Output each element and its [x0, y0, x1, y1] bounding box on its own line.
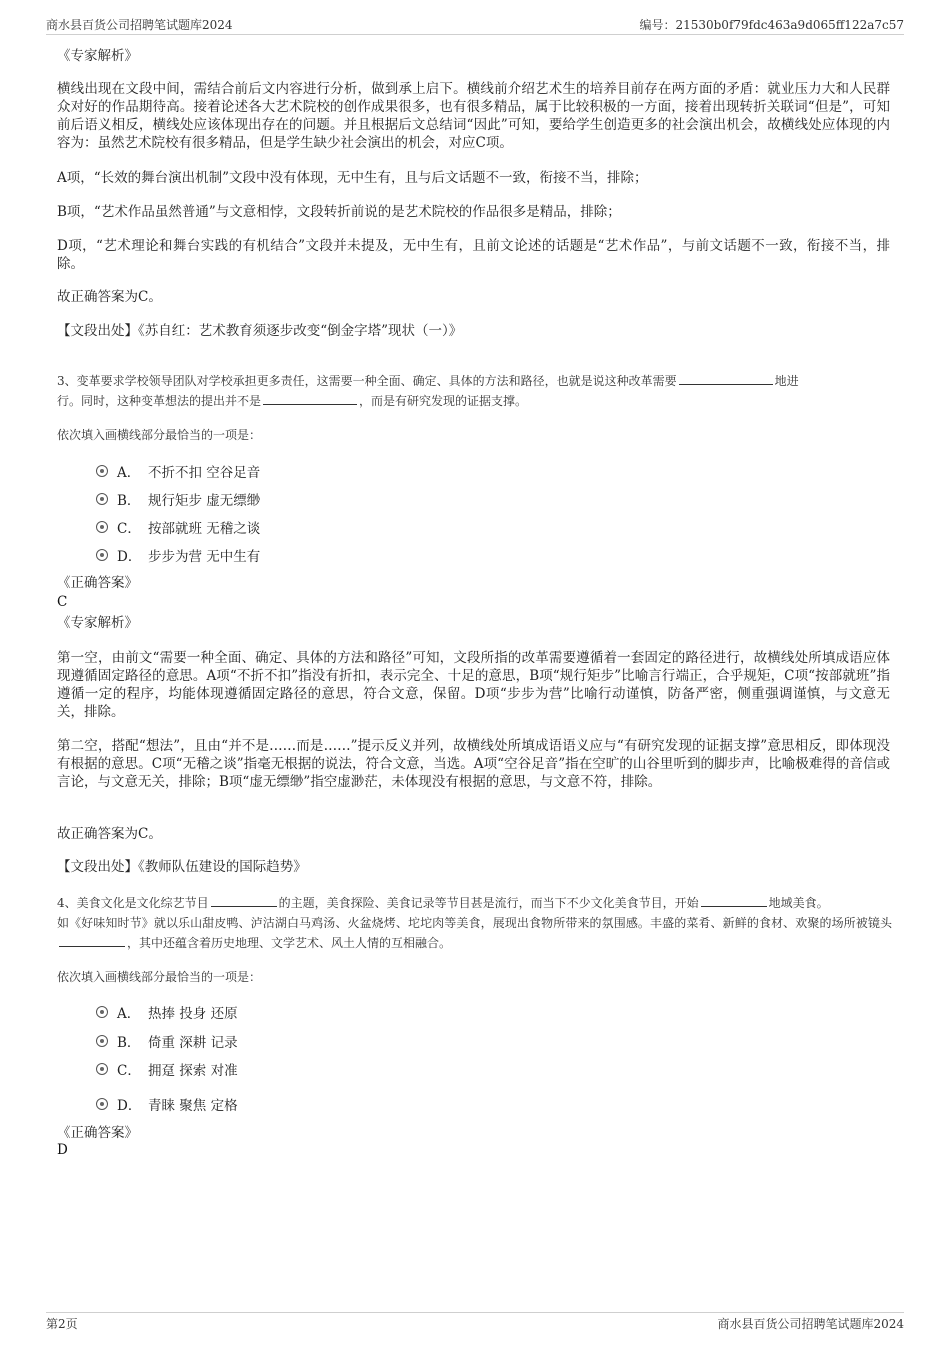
analysis-paragraph: D项，“艺术理论和舞台实践的有机结合”文段并未提及，无中生有，且前文论述的话题是“艺术作品”，与前文话题不一致，衔接不当，排除。 [57, 238, 890, 272]
expert-analysis-label: 《专家解析》 [57, 48, 138, 64]
header-title: 商水县百货公司招聘笔试题库2024 [46, 18, 233, 32]
correct-answer: C [57, 594, 68, 610]
answer-blank [59, 934, 125, 947]
analysis-paragraph: B项，“艺术作品虽然普通”与文意相悖，文段转折前说的是艺术院校的作品很多是精品，排除； [57, 204, 621, 220]
correct-answer-label: 《正确答案》 [57, 575, 138, 591]
answer-blank [211, 894, 277, 907]
radio-button[interactable] [96, 521, 108, 533]
document-id: 编号：21530b0f79fdc463a9d065ff122a7c57 [639, 18, 904, 32]
document-page: 商水县百货公司招聘笔试题库2024 编号：21530b0f79fdc463a9d065ff122a7c57 《专家解析》 横线出现在文段中间，需结合前后文内容进行分析，做到承上启下。横线前介绍艺术生的培养目前存在两方面的矛盾：就业压力大和人民群众对好的作品期待高。接着论述各大艺术院校的创作成果很多，也有很多精品，属于比较积极的一方面，接着出现转折关联词“但是”，可知前后语义相反，横线处应该体现出存在的问题。并且根据后文总结词“因此”可知，要给学生创造更多的社会演出机会，故横线处应体现的内容为：虽然艺术院校有很多精品，但是学生缺少社会演出的机会，对应C项。 A项，“长效的舞台演出机制”文段中没有体现，无中生有，且与后文话题不一致，衔接不当，排除； B项，“艺术作品虽然普通”与文意相悖，文段转折前说的是艺术院校的作品很多是精品，排除； D项，“艺术理论和舞台实践的有机结合”文段并未提及，无中生有，且前文论述的话题是“艺术作品”，与前文话题不一致，衔接不当，排除。 故正确答案为C。 【文段出处】《苏自红：艺术教育须逐步改变“倒金字塔”现状（一）》 3、变革要求学校领导团队对学校承担更多责任，这需要一种全面、确定、具体的方法和路径，也就是说这种改革需要 地进 行。同时，这种变革想法的提出并不是 ，而是有研究发现的证据支撑。 依次填入画横线部分最恰当的一项是： A． 不折不扣 空谷足音 B． 规行矩步 虚无缥缈 C． 按部就班 无稽之谈 D． 步步为营 无中生有 《正确答案》 C 《专家解析》 第一空，由前文“需要一种全面、确定、具体的方法和路径”可知，文段所指的改革需要遵循着一套固定的路径进行，故横线处所填成语应体现遵循固定路径的意思。A项“不折不扣”指没有折扣，表示完全、十足的意思，B项“规行矩步”比喻言行端正，合乎规矩，C项“按部就班”指遵循一定的程序，均能体现遵循固定路径的意思，符合文意，保留。D项“步步为营”比喻行动谨慎，防备严密，侧重强调谨慎，与文意无关，排除。 第二空，搭配“想法”，且由“并不是……而是……”提示反义并列，故横线处所填成语语义应与“有研究发现的证据支撑”意思相反，即体现没有根据的意思。C项“无稽之谈”指毫无根据的说法，符合文意，当选。A项“空谷足音”指在空旷的山谷里听到的脚步声，比喻极难得的音信或言论，与文意无关，排除；B项“虚无缥缈”指空虚渺茫，未体现没有根据的意思，与文意不符，排除。 故正确答案为C。 【文段出处】《教师队伍建设的国际趋势》 4、美食文化是文化综艺节目 的主题，美食探险、美食记录等节目甚是流行，而当下不少文化美食节目，开始 地域美食。 如《好味知时节》就以乐山甜皮鸭、泸沽湖白马鸡汤、火盆烧烤、坨坨肉等美食，展现出食物所带来的氛围感。丰盛的菜肴、新鲜的食材、欢聚的场所被镜头，其中还蕴含着历史地理、文学艺术、风土人情的互相融合。 依次填入画横线部分最恰当的一项是： A． 热捧 投身 还原 B． 倚重 深耕 记录 C． 拥趸 探索 对准 D． 青睐 聚焦 定格 《正确答案》 D 第2页 商水县百货公司招聘笔试题库2024 [0, 0, 950, 1345]
conclusion-text: 故正确答案为C。 [57, 826, 162, 842]
analysis-paragraph: 横线出现在文段中间，需结合前后文内容进行分析，做到承上启下。横线前介绍艺术生的培养目前存在两方面的矛盾：就业压力大和人民群众对好的作品期待高。接着论述各大艺术院校的创作成果很多，也有很多精品，属于比较积极的一方面，接着出现转折关联词“但是”，可知前后语义相反，横线处应该体现出存在的问题。并且根据后文总结词“因此”可知，要给学生创造更多的社会演出机会，故横线处应体现的内容为：虽然艺术院校有很多精品，但是学生缺少社会演出的机会，对应C项。 [57, 81, 890, 151]
source-citation: 【文段出处】《教师队伍建设的国际趋势》 [57, 859, 307, 875]
analysis-paragraph: A项，“长效的舞台演出机制”文段中没有体现，无中生有，且与后文话题不一致，衔接不当，排除； [57, 170, 648, 186]
page-number: 第2页 [46, 1317, 78, 1331]
radio-button[interactable] [96, 1098, 108, 1110]
answer-blank [263, 392, 357, 405]
question-4-text: 4、美食文化是文化综艺节目 的主题，美食探险、美食记录等节目甚是流行，而当下不少文化美食节目，开始 地域美食。 如《好味知时节》就以乐山甜皮鸭、泸沽湖白马鸡汤、火盆烧烤、坨坨肉等美食，展现出食物所带来的氛围感。丰盛的菜肴、新鲜的食材、欢聚的场所被镜头，其中还蕴含着历史地理、文学艺术、风土人情的互相融合。 [57, 896, 892, 950]
expert-analysis-label: 《专家解析》 [57, 615, 138, 631]
page-header [46, 14, 904, 35]
conclusion-text: 故正确答案为C。 [57, 289, 162, 305]
radio-button[interactable] [96, 1063, 108, 1075]
question-instruction: 依次填入画横线部分最恰当的一项是： [57, 428, 262, 442]
question-instruction: 依次填入画横线部分最恰当的一项是： [57, 970, 262, 984]
radio-button[interactable] [96, 549, 108, 561]
radio-button[interactable] [96, 1006, 108, 1018]
radio-button[interactable] [96, 465, 108, 477]
correct-answer-label: 《正确答案》 [57, 1125, 138, 1141]
analysis-paragraph: 第一空，由前文“需要一种全面、确定、具体的方法和路径”可知，文段所指的改革需要遵循着一套固定的路径进行，故横线处所填成语应体现遵循固定路径的意思。A项“不折不扣”指没有折扣，表示完全、十足的意思，B项“规行矩步”比喻言行端正，合乎规矩，C项“按部就班”指遵循一定的程序，均能体现遵循固定路径的意思，符合文意，保留。D项“步步为营”比喻行动谨慎，防备严密，侧重强调谨慎，与文意无关，排除。 [57, 650, 890, 720]
analysis-paragraph: 第二空，搭配“想法”，且由“并不是……而是……”提示反义并列，故横线处所填成语语义应与“有研究发现的证据支撑”意思相反，即体现没有根据的意思。C项“无稽之谈”指毫无根据的说法，符合文意，当选。A项“空谷足音”指在空旷的山谷里听到的脚步声，比喻极难得的音信或言论，与文意无关，排除；B项“虚无缥缈”指空虚渺茫，未体现没有根据的意思，与文意不符，排除。 [57, 738, 890, 790]
radio-button[interactable] [96, 1035, 108, 1047]
footer-title: 商水县百货公司招聘笔试题库2024 [717, 1317, 904, 1331]
page-footer [46, 1312, 904, 1333]
correct-answer: D [57, 1142, 68, 1158]
answer-blank [701, 894, 767, 907]
source-citation: 【文段出处】《苏自红：艺术教育须逐步改变“倒金字塔”现状（一）》 [57, 323, 463, 339]
radio-button[interactable] [96, 493, 108, 505]
question-3-text: 3、变革要求学校领导团队对学校承担更多责任，这需要一种全面、确定、具体的方法和路径，也就是说这种改革需要 地进 行。同时，这种变革想法的提出并不是 ，而是有研究发现的证据支撑。 [57, 374, 799, 408]
answer-blank [679, 372, 773, 385]
